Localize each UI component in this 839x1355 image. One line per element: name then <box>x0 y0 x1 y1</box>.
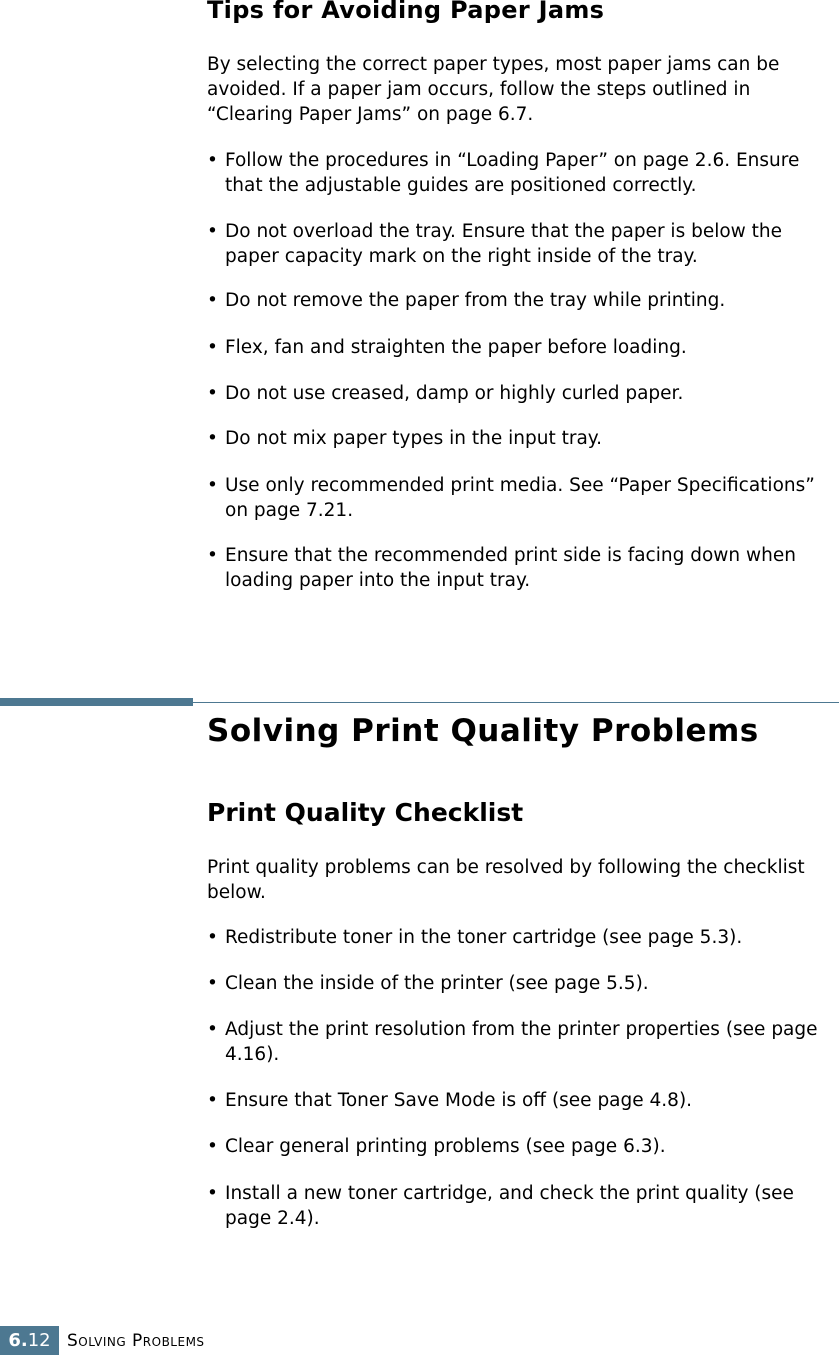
list-item <box>207 219 835 269</box>
list-item <box>207 426 835 451</box>
page-number: 12 <box>27 1330 51 1351</box>
bullet-glyph: • <box>207 973 218 994</box>
list-item <box>207 1088 835 1113</box>
list-item <box>207 148 835 198</box>
list-item <box>207 381 835 406</box>
list-item <box>207 971 835 996</box>
list-item-text: Install a new toner cartridge, and check the print quality (see page 2.4). <box>225 1183 794 1229</box>
bullet-glyph: • <box>207 1183 218 1204</box>
bullet-glyph: • <box>207 150 218 171</box>
bullet-glyph: • <box>207 1019 218 1040</box>
quality-intro: Print quality problems can be resolved by following the checklist below. <box>207 857 805 903</box>
bullet-glyph: • <box>207 290 218 311</box>
list-item <box>207 1134 835 1159</box>
list-item-text: Do not remove the paper from the tray while printing. <box>225 290 726 311</box>
list-item-text: Use only recommended print media. See “Paper Specifications” on page 7.21. <box>225 475 815 521</box>
list-item <box>207 1017 835 1067</box>
tips-intro: By selecting the correct paper types, most paper jams can be avoided. If a paper jam occurs, follow the steps outlined in “Clearing Paper Jams” on page 6.7. <box>207 54 780 125</box>
list-item-text: Redistribute toner in the toner cartridge (see page 5.3). <box>225 927 743 948</box>
list-item-text: Ensure that the recommended print side is facing down when loading paper into the input tray. <box>225 545 796 591</box>
bullet-glyph: • <box>207 383 218 404</box>
chapter-number: 6. <box>8 1330 28 1351</box>
bullet-glyph: • <box>207 475 218 496</box>
tips-heading: Tips for Avoiding Paper Jams <box>207 0 605 24</box>
list-item-text: Follow the procedures in “Loading Paper” on page 2.6. Ensure that the adjustable guides are positioned correctly. <box>225 150 800 196</box>
section-rule-line <box>193 702 839 703</box>
list-item <box>207 288 835 313</box>
list-item-text: Ensure that Toner Save Mode is off (see page 4.8). <box>225 1090 693 1111</box>
page-number-box <box>0 1326 59 1355</box>
bullet-glyph: • <box>207 545 218 566</box>
list-item-text: Clean the inside of the printer (see page 5.5). <box>225 973 649 994</box>
bullet-glyph: • <box>207 1136 218 1157</box>
bullet-glyph: • <box>207 221 218 242</box>
bullet-glyph: • <box>207 1090 218 1111</box>
list-item-text: Do not overload the tray. Ensure that the paper is below the paper capacity mark on the right inside of the tray. <box>225 221 783 267</box>
bullet-glyph: • <box>207 927 218 948</box>
list-item-text: Flex, fan and straighten the paper before loading. <box>225 337 687 358</box>
list-item-text: Do not mix paper types in the input tray. <box>225 428 602 449</box>
section-title: Solving Print Quality Problems <box>207 713 759 749</box>
list-item <box>207 543 835 593</box>
list-item <box>207 473 835 523</box>
list-item <box>207 925 835 950</box>
bullet-glyph: • <box>207 428 218 449</box>
list-item-text: Clear general printing problems (see page 6.3). <box>225 1136 666 1157</box>
checklist-heading: Print Quality Checklist <box>207 798 524 827</box>
list-item-text: Do not use creased, damp or highly curled paper. <box>225 383 684 404</box>
list-item <box>207 1181 835 1231</box>
list-item-text: Adjust the print resolution from the printer properties (see page 4.16). <box>225 1019 818 1065</box>
chapter-title: Solving Problems <box>67 1331 205 1351</box>
list-item <box>207 335 835 360</box>
bullet-glyph: • <box>207 337 218 358</box>
section-rule-bar <box>0 698 193 706</box>
